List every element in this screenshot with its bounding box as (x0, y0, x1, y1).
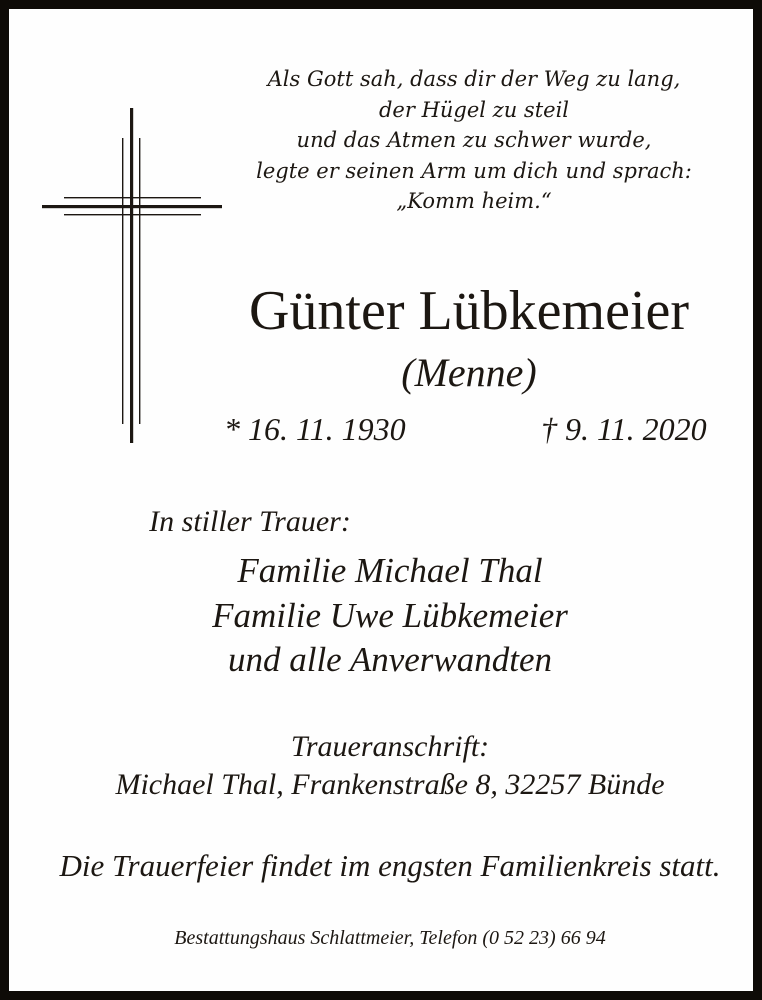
death-date: † 9. 11. 2020 (541, 411, 707, 447)
poem-line: Als Gott sah, dass dir der Weg zu lang, (267, 67, 681, 91)
mourner-line: und alle Anverwandten (227, 640, 553, 679)
poem (239, 64, 709, 217)
mourners-list (9, 549, 762, 683)
address-text: Michael Thal, Frankenstraße 8, 32257 Bünde (115, 768, 665, 801)
mourner-line: Familie Michael Thal (237, 551, 543, 590)
poem-line: der Hügel zu steil (378, 97, 570, 122)
deceased-name: Günter Lübkemeier (248, 280, 690, 342)
address-label: Traueranschrift: (290, 730, 490, 763)
poem-line: und das Atmen zu schwer wurde, (296, 128, 652, 152)
undertaker-contact: Bestattungshaus Schlattmeier, Telefon (0 52 23) 66 94 (174, 927, 606, 949)
poem-line: „Komm heim.“ (396, 189, 552, 213)
poem-line: legte er seinen Arm um dich und sprach: (256, 158, 692, 183)
ceremony-note: Die Trauerfeier findet im engsten Familienkreis statt. (59, 848, 721, 883)
cross-icon (42, 108, 222, 443)
birth-date: * 16. 11. 1930 (224, 411, 406, 447)
mourner-line: Familie Uwe Lübkemeier (212, 595, 568, 635)
deceased-nickname: (Menne) (401, 350, 537, 395)
mourning-heading: In stiller Trauer: (149, 505, 351, 538)
